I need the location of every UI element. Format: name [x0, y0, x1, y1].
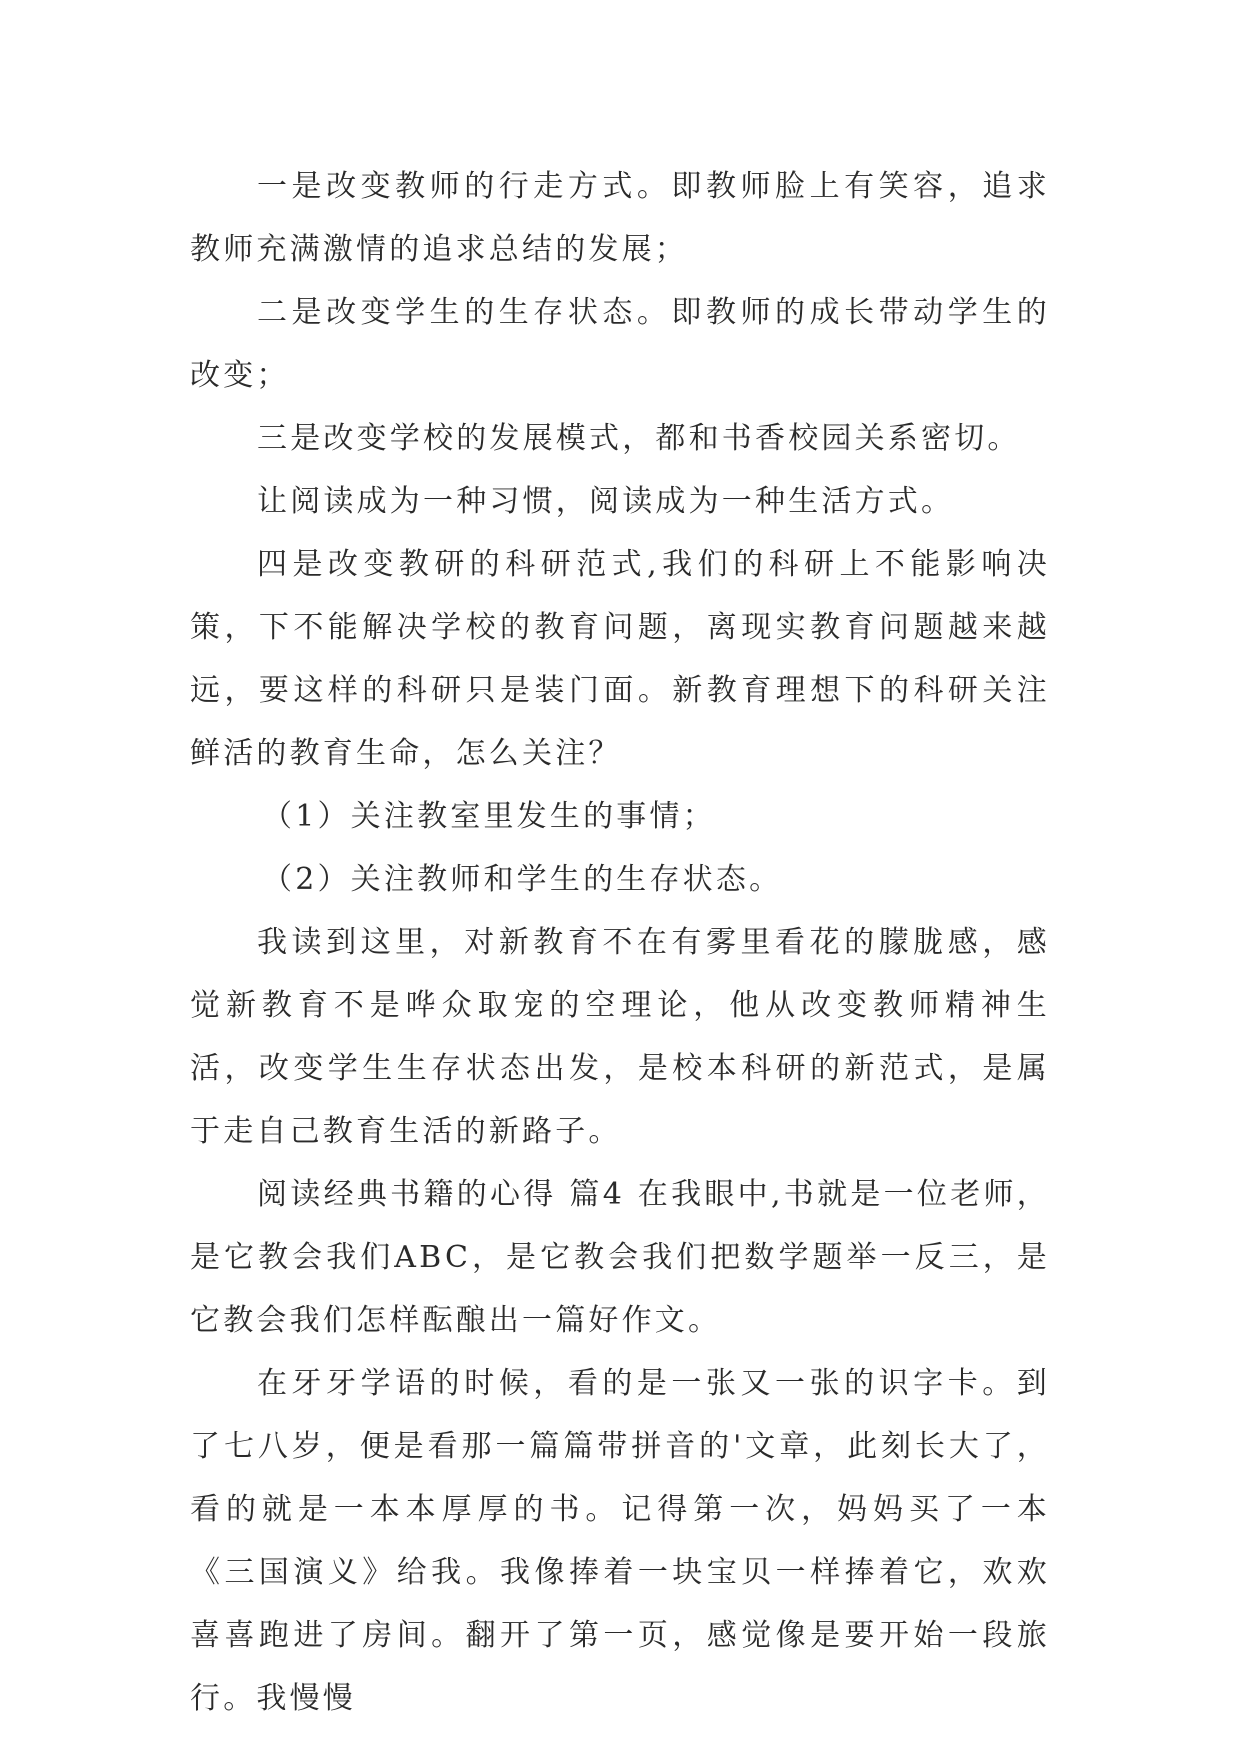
paragraph-essay-four: 阅读经典书籍的心得 篇4 在我眼中,书就是一位老师，是它教会我们ABC，是它教会我们把数学题举一反三，是它教会我们怎样酝酿出一篇好作文。: [190, 1177, 1050, 1338]
paragraph-reading-habit: 让阅读成为一种习惯，阅读成为一种生活方式。: [257, 484, 955, 519]
paragraph-goal-one: 一是改变教师的行走方式。即教师脸上有笑容，追求教师充满激情的追求总结的发展；: [190, 169, 1050, 267]
paragraph-goal-four: 四是改变教研的科研范式,我们的科研上不能影响决策，下不能解决学校的教育问题，离现实教育问题越来越远，要这样的科研只是装门面。新教育理想下的科研关注鲜活的教育生命，怎么关注？: [190, 547, 1050, 771]
paragraph-goal-three: 三是改变学校的发展模式，都和书香校园关系密切。: [257, 421, 1021, 456]
document-page: [190, 155, 1050, 1730]
list-item-living-state: （2）关注教师和学生的生存状态。: [262, 862, 783, 897]
list-item-classroom: （1）关注教室里发生的事情；: [262, 799, 716, 834]
paragraph-goal-two: 二是改变学生的生存状态。即教师的成长带动学生的改变；: [190, 295, 1050, 393]
paragraph-reflection: 我读到这里，对新教育不在有雾里看花的朦胧感，感觉新教育不是哗众取宠的空理论，他从改变教师精神生活，改变学生生存状态出发，是校本科研的新范式，是属于走自己教育生活的新路子。: [190, 925, 1050, 1149]
paragraph-childhood-reading: 在牙牙学语的时候，看的是一张又一张的识字卡。到了七八岁，便是看那一篇篇带拼音的'文章，此刻长大了，看的就是一本本厚厚的书。记得第一次，妈妈买了一本《三国演义》给我。我像捧着一块宝贝一样捧着它，欢欢喜喜跑进了房间。翻开了第一页，感觉像是要开始一段旅行。我慢慢: [190, 1366, 1050, 1716]
